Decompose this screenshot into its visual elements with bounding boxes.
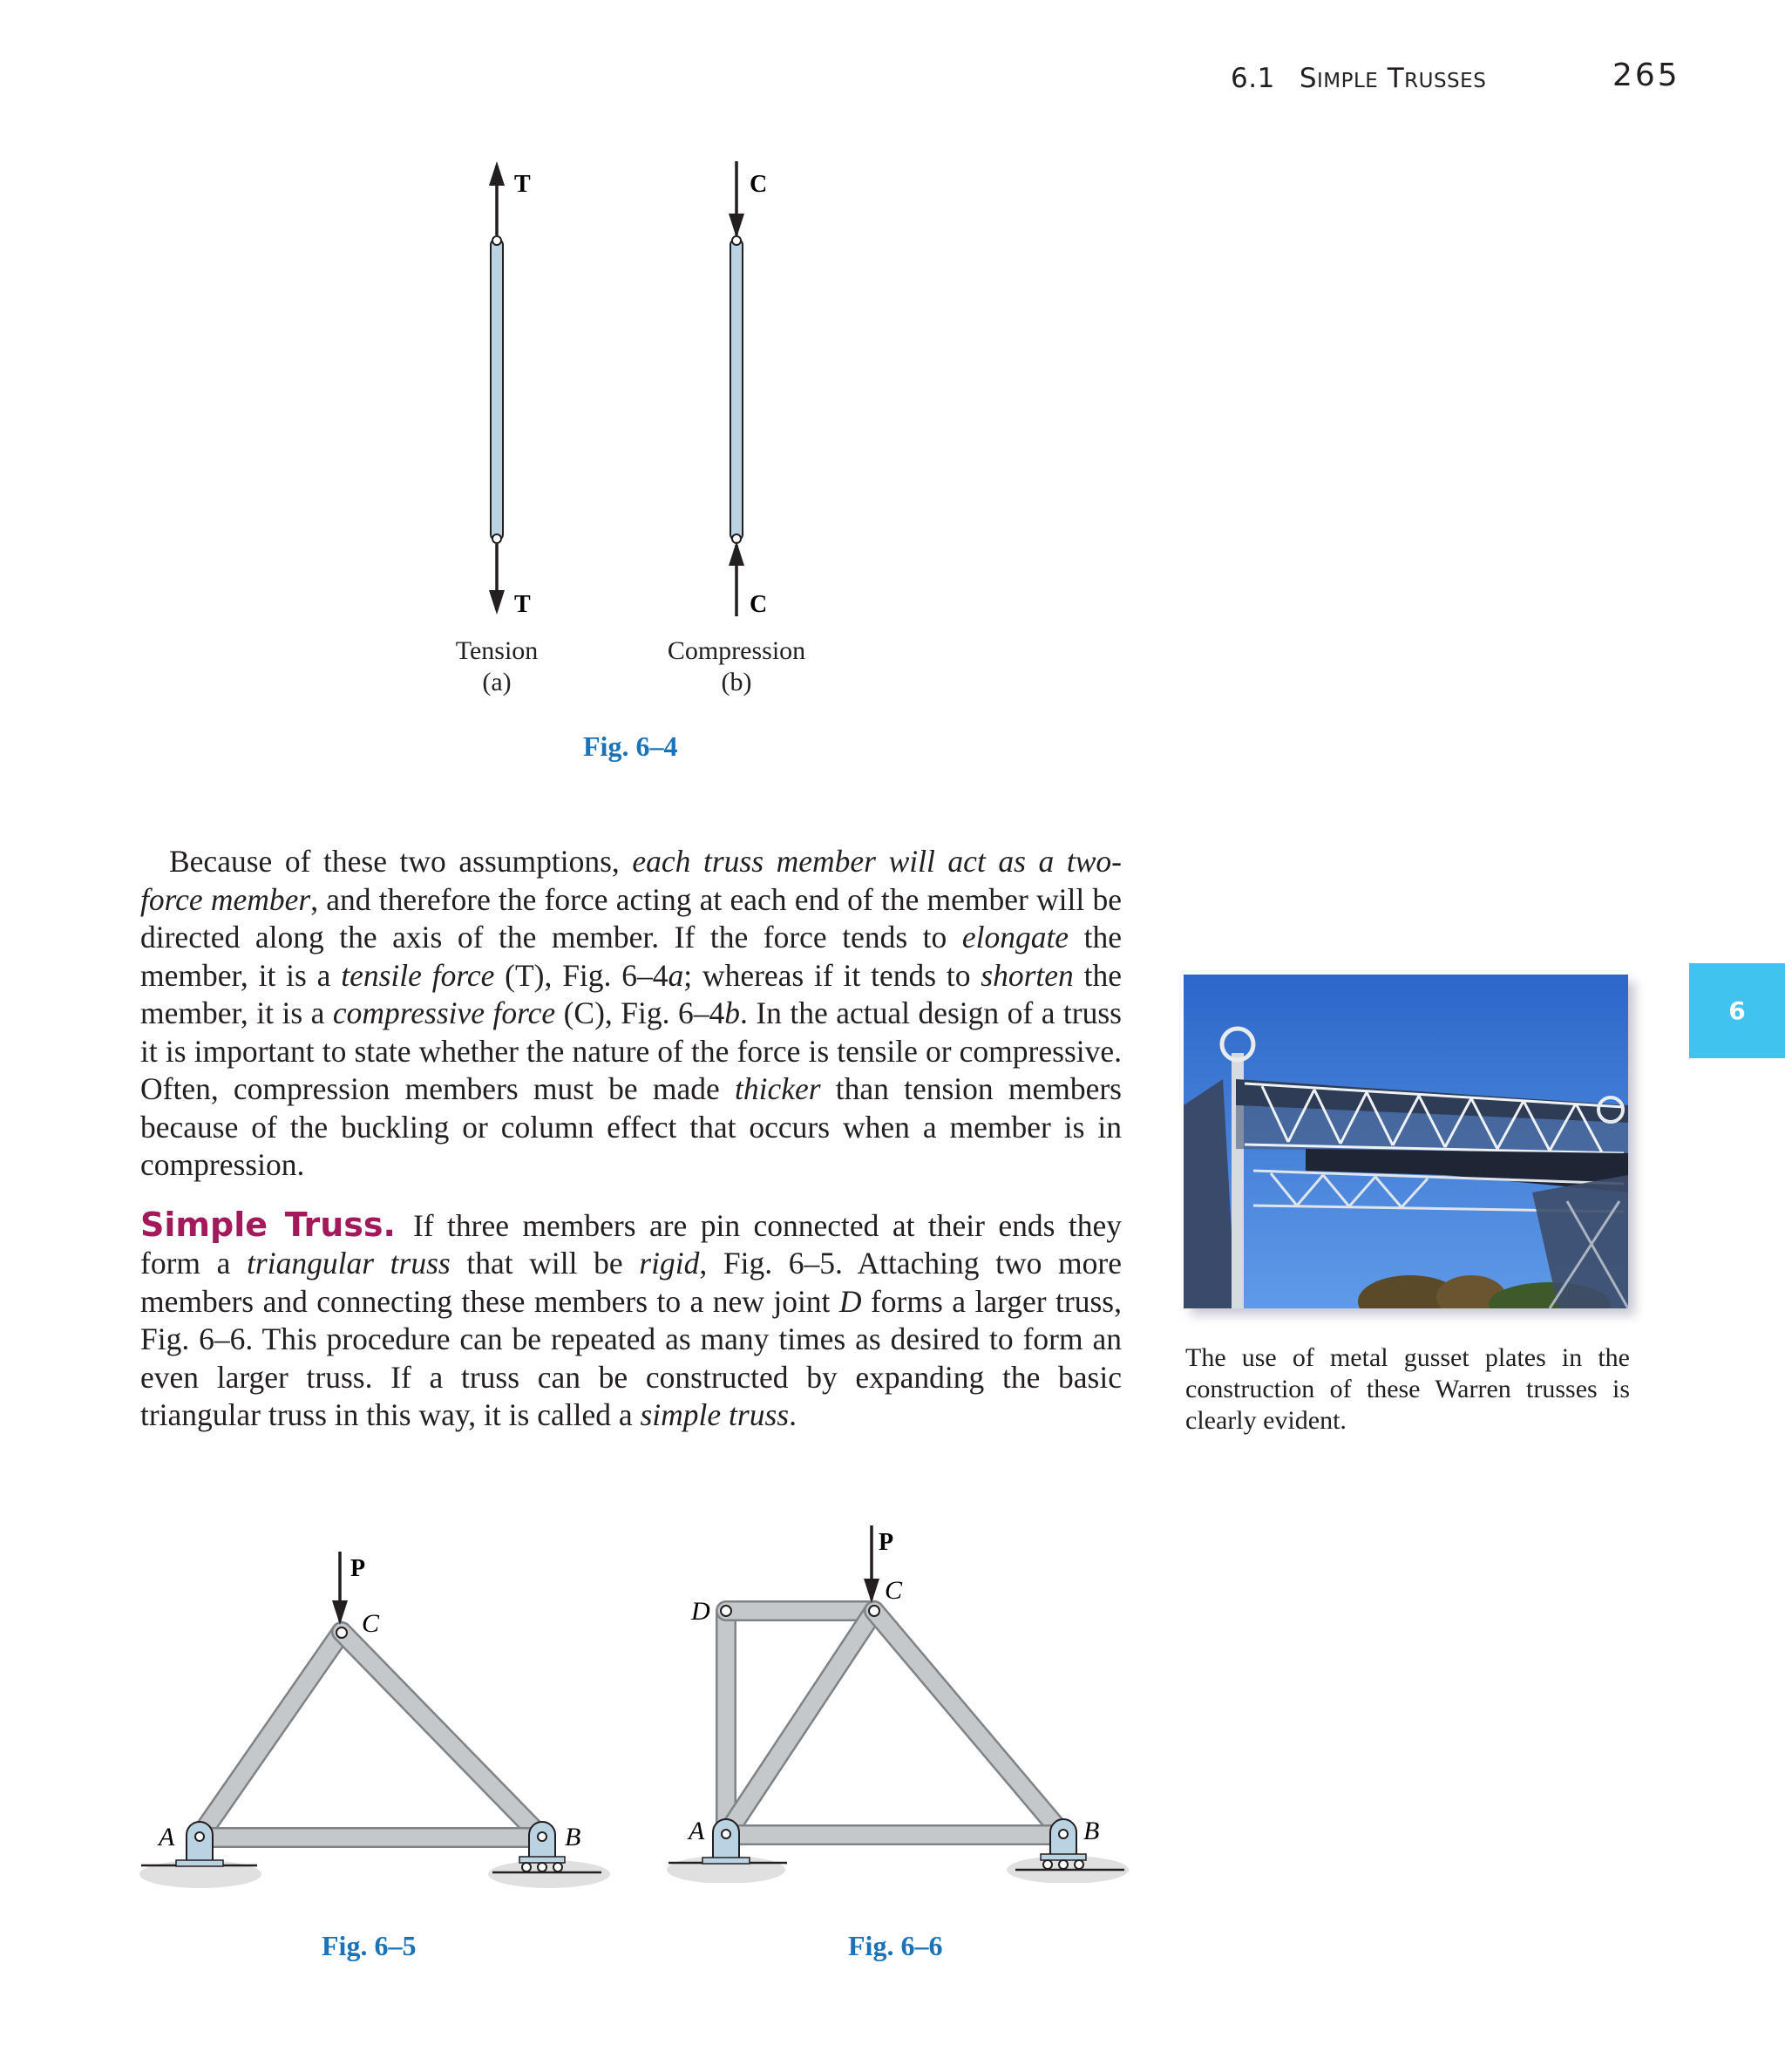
fig-6-4-label: Fig. 6–4 — [583, 730, 678, 762]
joint-c-pin — [336, 1627, 347, 1638]
tension-member — [489, 161, 531, 618]
joint-c-pin — [869, 1606, 879, 1616]
fig-6-5-joint-b: B — [565, 1823, 581, 1851]
compression-top-label: C — [750, 171, 768, 198]
truss-members — [726, 1611, 1063, 1835]
fig-6-6-joint-a: A — [689, 1817, 705, 1845]
fig-6-6-load-label: P — [879, 1529, 894, 1556]
tension-bottom-label: T — [514, 591, 531, 618]
tension-subcaption: (a) — [482, 668, 512, 696]
truss-members — [199, 1632, 542, 1838]
fig-6-5-diagram — [131, 1534, 619, 1892]
tension-caption: Tension — [455, 636, 539, 665]
page-number: 265 — [1612, 58, 1680, 93]
paragraph-2: Simple Truss. If three members are pin connected at their ends they form a triangular truss that will be rigid, Fig. 6–5. Attaching two more members and connecting these members to a new joint D forms a larger truss, Fig. 6–6. This procedure can be repeated as many times as desired to form an even larger truss. If a truss can be constructed by expanding the basic triangular truss in this way, it is called a simple truss. — [140, 1205, 1122, 1432]
chapter-tab: 6 — [1689, 963, 1785, 1058]
tension-top-label: T — [514, 171, 531, 198]
fig-6-5-joint-a: A — [159, 1823, 175, 1851]
compression-caption: Compression — [667, 636, 806, 665]
fig-6-6-diagram — [658, 1517, 1146, 1883]
fig-6-5-load-label: P — [350, 1555, 366, 1582]
fig-6-6-joint-b: B — [1083, 1817, 1100, 1845]
paragraph-1: Because of these two assumptions, each truss member will act as a two-force member, and therefore the force acting at each end of the member will be directed along the axis of the member. If the force tends to elongate the member, it is a tensile force (T), Fig. 6–4a; whereas if it tends to shorten the member, it is a compressive force (C), Fig. 6–4b. In the actual design of a truss it is important to state whether the nature of the force is tensile or compressive. Often, compression members must be made thicker than tension members because of the buckling or column effect that occurs when a member is in compression. — [140, 844, 1123, 1182]
fig-6-6-joint-c: C — [885, 1576, 903, 1605]
joint-d-pin — [721, 1606, 731, 1616]
section-number: 6.1 — [1231, 63, 1275, 94]
section-heading: Simple Truss. — [140, 1205, 396, 1244]
compression-subcaption: (b) — [721, 668, 752, 696]
compression-bottom-label: C — [750, 591, 768, 618]
body-text — [140, 843, 1122, 1435]
fig-6-6-label: Fig. 6–6 — [848, 1930, 943, 1961]
fig-6-5-label: Fig. 6–5 — [322, 1930, 417, 1961]
compression-member — [729, 161, 767, 618]
fig-6-5-joint-c: C — [362, 1609, 380, 1638]
warren-truss-photo — [1184, 975, 1628, 1308]
photo-caption: The use of metal gusset plates in the construction of these Warren trusses is clearly evident. — [1185, 1343, 1630, 1435]
fig-6-4-diagram — [418, 148, 819, 645]
running-header: 6.1 SIMPLE TRUSSES — [1231, 63, 1487, 94]
fig-6-6-joint-d: D — [691, 1597, 710, 1626]
